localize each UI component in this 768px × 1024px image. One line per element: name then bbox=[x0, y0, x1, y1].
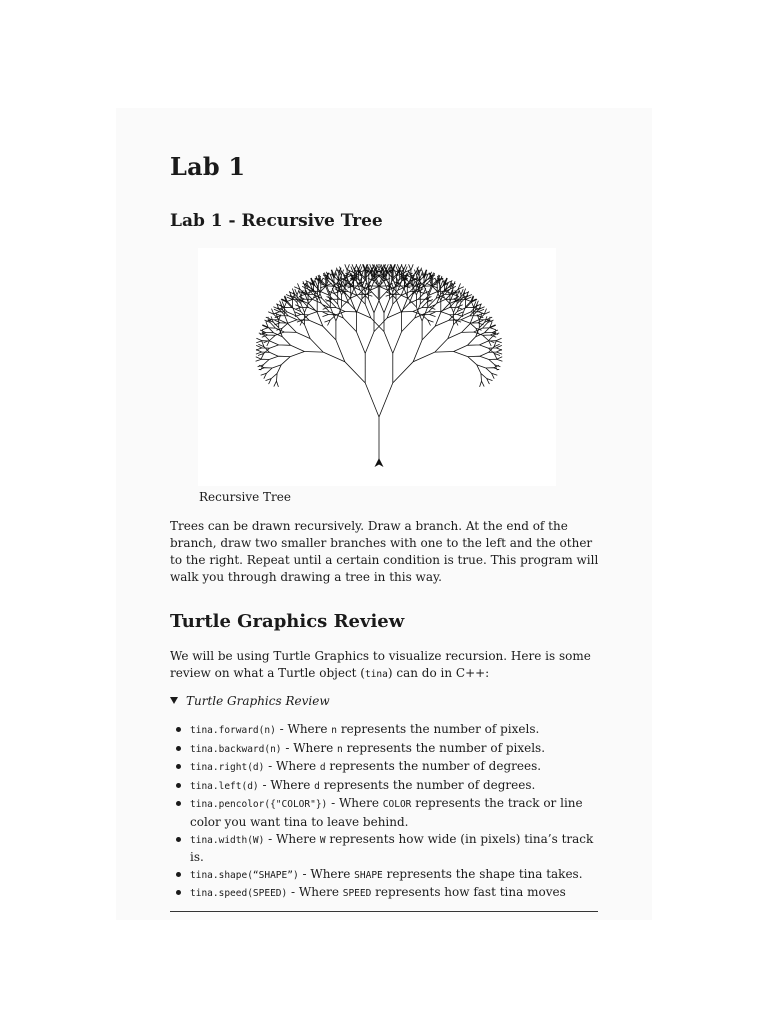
section-heading-recursive-tree: Lab 1 - Recursive Tree bbox=[170, 211, 383, 231]
horizontal-rule bbox=[170, 911, 598, 912]
method-description: represents the track or line color you want tina to leave behind. bbox=[190, 796, 583, 829]
figure-caption: Recursive Tree bbox=[199, 490, 291, 504]
page-title: Lab 1 bbox=[170, 152, 246, 181]
turtle-arrow-icon bbox=[375, 458, 384, 467]
method-list-item bbox=[190, 795, 600, 830]
method-description: represents the shape tina takes. bbox=[382, 866, 583, 881]
method-list-item bbox=[190, 866, 600, 885]
method-variable: SPEED bbox=[342, 888, 372, 900]
intro-text-before: We will be using Turtle Graphics to visualize recursion. Here is some review on what a Turtle object ( bbox=[170, 649, 591, 680]
section-heading-turtle-graphics: Turtle Graphics Review bbox=[170, 611, 405, 632]
method-variable: W bbox=[319, 834, 326, 846]
tree-branches bbox=[256, 264, 503, 463]
method-variable: d bbox=[314, 780, 320, 792]
method-variable: n bbox=[331, 725, 338, 736]
method-list-item bbox=[190, 740, 600, 759]
intro-text-after: ) can do in C++: bbox=[387, 666, 490, 680]
method-list-item bbox=[190, 758, 600, 777]
method-text: - Where bbox=[264, 759, 320, 774]
method-code: tina.left(d) bbox=[190, 780, 259, 792]
method-text: - Where bbox=[298, 866, 355, 881]
method-description: represents the number of pixels. bbox=[342, 740, 546, 755]
method-code: tina.shape(“SHAPE”) bbox=[190, 869, 299, 881]
method-code: tina.speed(SPEED) bbox=[190, 888, 288, 900]
details-summary-label: Turtle Graphics Review bbox=[186, 694, 330, 708]
method-variable: d bbox=[319, 762, 326, 774]
method-code: tina.width(W) bbox=[190, 834, 265, 846]
method-list-item bbox=[190, 831, 600, 866]
method-list-item bbox=[190, 721, 600, 740]
method-description: represents the number of degrees. bbox=[319, 777, 536, 792]
details-toggle[interactable] bbox=[170, 694, 330, 708]
method-list-item bbox=[190, 884, 600, 903]
method-description: represents the number of degrees. bbox=[325, 759, 542, 774]
method-text: - Where bbox=[327, 796, 383, 811]
intro-paragraph: Trees can be drawn recursively. Draw a branch. At the end of the branch, draw two smaller branches with one to the left and the other to the right. Repeat until a certain condition is true. This program will walk you through drawing a tree in this way. bbox=[170, 519, 599, 584]
method-description: represents how wide (in pixels) tina’s track is. bbox=[190, 831, 594, 865]
method-text: - Where bbox=[287, 885, 343, 900]
method-text: - Where bbox=[275, 722, 332, 736]
method-description: represents how fast tina moves bbox=[371, 885, 566, 900]
method-variable: n bbox=[337, 743, 343, 755]
recursive-tree-figure bbox=[198, 248, 556, 486]
turtle-method-list bbox=[190, 721, 600, 903]
method-text: - Where bbox=[281, 740, 338, 755]
method-description: represents the number of pixels. bbox=[337, 722, 540, 736]
method-code: tina.forward(n) bbox=[190, 725, 276, 736]
method-code: tina.right(d) bbox=[190, 762, 265, 774]
method-code: tina.backward(n) bbox=[190, 743, 282, 755]
method-variable: SHAPE bbox=[354, 869, 383, 881]
recursive-tree-image bbox=[198, 248, 556, 486]
triangle-down-icon[interactable] bbox=[170, 697, 178, 704]
method-list-item bbox=[190, 777, 600, 796]
method-variable: COLOR bbox=[382, 799, 412, 811]
method-text: - Where bbox=[258, 777, 315, 792]
method-text: - Where bbox=[264, 831, 320, 846]
turtle-intro-paragraph bbox=[170, 648, 600, 683]
turtle-object-name: tina bbox=[364, 669, 388, 680]
method-code: tina.pencolor({"COLOR"}) bbox=[190, 799, 328, 811]
